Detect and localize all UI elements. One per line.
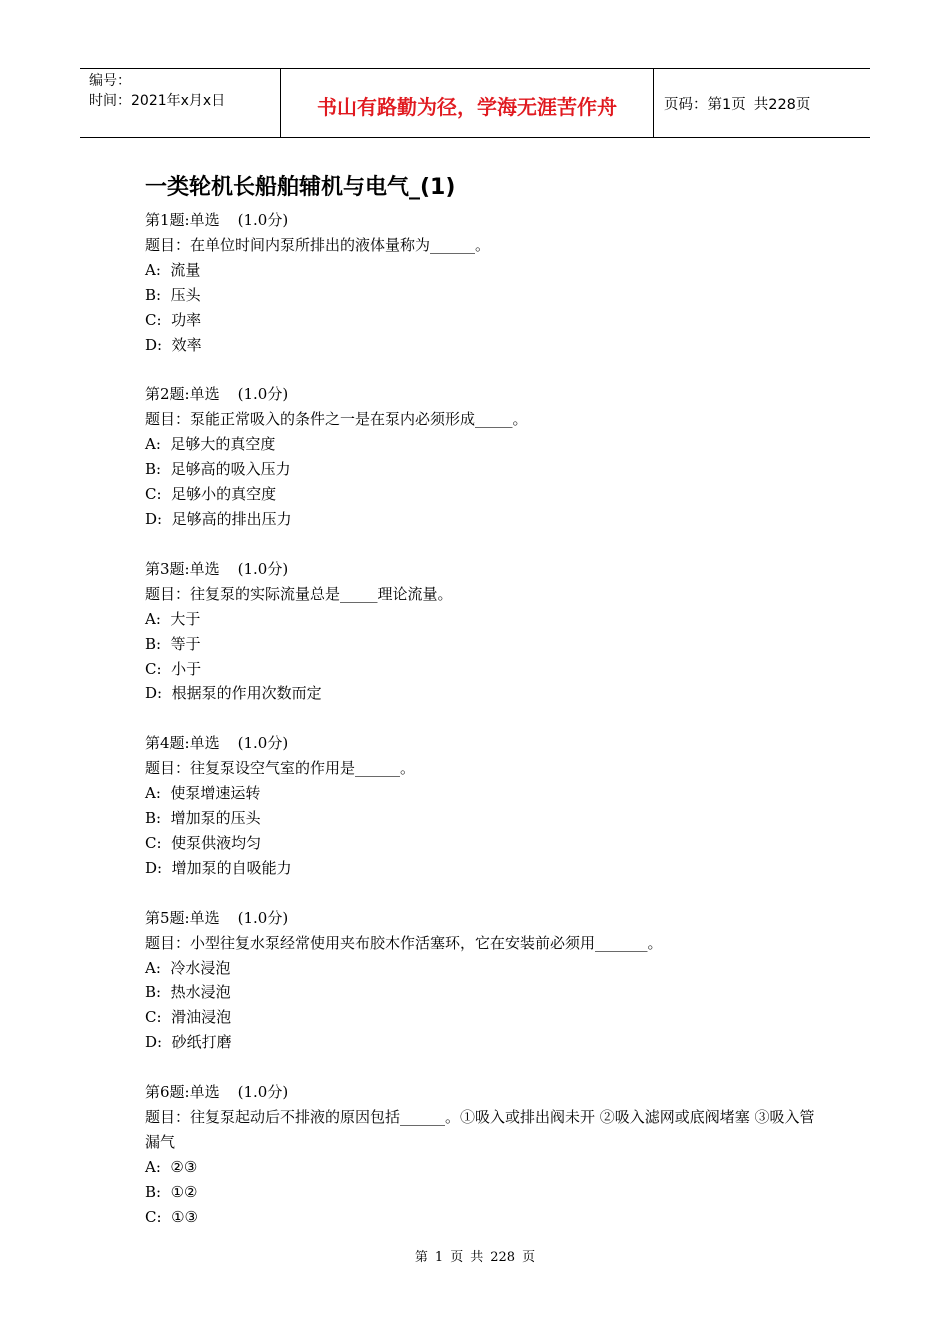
question-number: 第4题:单选 [145,734,220,753]
option-d: D: 增加泵的自吸能力 [145,858,292,877]
header-meta [80,69,281,137]
option-c: C: 小于 [145,659,202,678]
serial-number-label: 编号： [89,73,131,89]
question-score: (1.0分) [237,734,289,753]
option-c: C: 功率 [145,310,202,329]
question-number: 第6题:单选 [145,1083,220,1102]
option-b: B: 足够高的吸入压力 [145,460,291,479]
option-d: D: 根据泵的作用次数而定 [145,684,322,703]
footer-text: 共 [470,1250,484,1265]
question-stem: 题目：往复泵设空气室的作用是______。 [145,759,416,778]
option-c: C: ①③ [145,1207,198,1226]
question-header [145,208,825,233]
option-b: B: 增加泵的压头 [145,809,261,828]
option-d: D: 足够高的排出压力 [145,509,292,528]
option-a: A: 大于 [145,609,201,628]
question-6 [145,1080,825,1229]
footer-text: 页 [522,1250,536,1265]
question-list [145,208,825,1255]
option-a: A: ②③ [145,1157,198,1176]
question-score: (1.0分) [237,385,289,404]
option-a: A: 冷水浸泡 [145,958,231,977]
question-1 [145,208,825,357]
footer-page-number: 1 [434,1250,444,1265]
header-motto-cell [281,69,654,137]
motto: 书山有路勤为径，学海无涯苦作舟 [317,94,617,119]
option-a: A: 使泵增速运转 [145,784,261,803]
question-header [145,557,825,582]
question-score: (1.0分) [237,559,289,578]
question-header [145,382,825,407]
document-header [80,68,870,138]
question-score: (1.0分) [237,908,289,927]
header-page-info [654,69,870,137]
question-3 [145,557,825,706]
option-b: B: 压头 [145,285,201,304]
question-2 [145,382,825,531]
question-5 [145,906,825,1055]
question-stem: 题目：往复泵的实际流量总是_____理论流量。 [145,584,453,603]
question-header [145,1080,825,1105]
option-d: D: 效率 [145,335,202,354]
page-number-label: 页码：第1页 [664,96,746,113]
option-a: A: 流量 [145,260,201,279]
option-b: B: ①② [145,1182,198,1201]
question-stem: 题目：在单位时间内泵所排出的液体量称为______。 [145,235,491,254]
question-number: 第3题:单选 [145,559,220,578]
option-c: C: 使泵供液均匀 [145,833,262,852]
question-header [145,731,825,756]
question-header [145,906,825,931]
question-score: (1.0分) [237,1083,289,1102]
option-b: B: 等于 [145,634,201,653]
question-stem: 题目：泵能正常吸入的条件之一是在泵内必须形成_____。 [145,410,528,429]
footer-text: 页 [450,1250,464,1265]
question-number: 第5题:单选 [145,908,220,927]
question-number: 第1题:单选 [145,211,220,229]
page-footer [0,1246,950,1265]
date-label: 时间：2021年x月x日 [89,93,226,109]
option-c: C: 滑油浸泡 [145,1008,232,1027]
footer-page-total: 228 [490,1250,516,1265]
question-number: 第2题:单选 [145,385,220,404]
footer-text: 第 [414,1250,428,1265]
question-stem: 题目：小型往复水泵经常使用夹布胶木作活塞环，它在安装前必须用_______。 [145,933,663,952]
question-4 [145,731,825,880]
document-title: 一类轮机长船舶辅机与电气_(1) [145,175,456,200]
page-total-label: 共228页 [753,96,811,113]
question-score: (1.0分) [237,211,289,229]
option-d: D: 砂纸打磨 [145,1033,232,1052]
question-stem: 题目：往复泵起动后不排液的原因包括______。①吸入或排出阀未开 ②吸入滤网或底阀堵塞 ③吸入管漏气 [145,1108,815,1151]
option-b: B: 热水浸泡 [145,983,231,1002]
option-c: C: 足够小的真空度 [145,485,277,504]
option-a: A: 足够大的真空度 [145,435,276,454]
